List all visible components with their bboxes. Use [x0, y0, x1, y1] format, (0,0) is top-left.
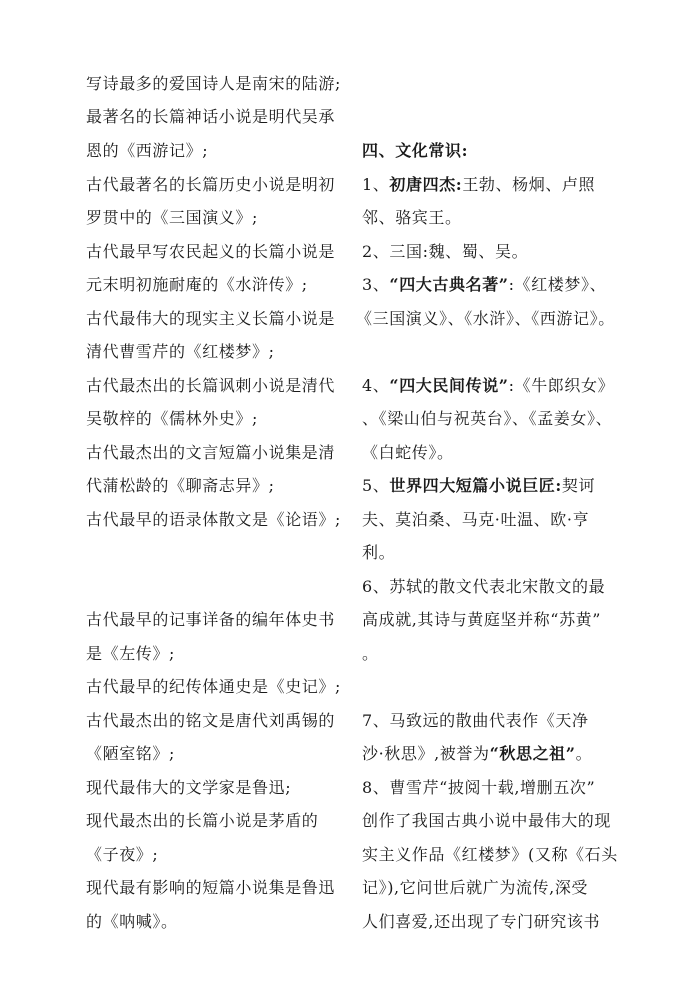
left-line: 清代曹雪芹的《红楼梦》;: [86, 342, 275, 361]
item-text: 王勃、杨炯、卢照: [462, 175, 596, 194]
left-line: 《陋室铭》;: [86, 744, 175, 763]
item-line: 高成就,其诗与黄庭坚并称“苏黄”: [362, 610, 602, 629]
item-line: 实主义作品《红楼梦》(又称《石头: [362, 845, 618, 864]
item-term: “秋思之祖”: [489, 744, 576, 763]
item-number: 3、: [362, 275, 390, 294]
left-line: 古代最伟大的现实主义长篇小说是: [86, 309, 336, 328]
left-line: 恩的《西游记》;: [86, 141, 209, 160]
item-term: “四大古典名著”: [389, 275, 509, 294]
left-line: 现代最伟大的文学家是鲁迅;: [86, 778, 292, 797]
item-line: 8、曹雪芹“披阅十载,增删五次”: [362, 778, 596, 797]
item-line: [362, 275, 606, 295]
left-line: 古代最杰出的铭文是唐代刘禹锡的: [86, 711, 336, 730]
item-line: 利。: [362, 543, 396, 562]
item-line: 7、马致远的散曲代表作《天净: [362, 711, 589, 730]
left-line: 代蒲松龄的《聊斋志异》;: [86, 476, 275, 495]
item-line: 邻、骆宾王。: [362, 208, 462, 227]
left-line: 古代最杰出的文言短篇小说集是清: [86, 443, 336, 462]
item-number: 1、: [362, 175, 390, 194]
item-term: 初唐四杰:: [389, 175, 463, 194]
left-line: 古代最早写农民起义的长篇小说是: [86, 242, 336, 261]
item-line: 记》),它问世后就广为流传,深受: [362, 878, 589, 897]
item-line: 、《梁山伯与祝英台》、《孟姜女》、: [362, 409, 613, 428]
item-line: 夫、莫泊桑、马克·吐温、欧·亨: [362, 510, 590, 529]
item-line: 6、苏轼的散文代表北宋散文的最: [362, 577, 606, 596]
item-number: 5、: [362, 476, 390, 495]
item-term: “四大民间传说”: [389, 376, 509, 395]
left-line: 现代最有影响的短篇小说集是鲁迅: [86, 878, 336, 897]
left-line: 《子夜》;: [86, 845, 159, 864]
left-line: 元末明初施耐庵的《水浒传》;: [86, 275, 308, 294]
left-line: 的《呐喊》。: [86, 912, 178, 931]
item-line: 创作了我国古典小说中最伟大的现: [362, 811, 612, 830]
left-line: 现代最杰出的长篇小说是茅盾的: [86, 811, 319, 830]
item-text: :《红楼梦》、: [508, 275, 607, 294]
item-line: [362, 744, 592, 764]
item-line: 人们喜爱,还出现了专门研究该书: [362, 912, 601, 931]
section-heading: 四、文化常识:: [362, 141, 469, 160]
item-text: 沙·秋思》,被誉为: [362, 744, 490, 763]
left-line: 是《左传》;: [86, 644, 175, 663]
item-text: 契诃: [561, 476, 596, 495]
item-line: 2、三国:魏、蜀、吴。: [362, 242, 529, 261]
left-line: 最著名的长篇神话小说是明代吴承: [86, 107, 336, 126]
left-line: 罗贯中的《三国演义》;: [86, 208, 258, 227]
item-line: [362, 376, 614, 396]
item-text: :《牛郎织女》: [508, 376, 615, 395]
left-line: 写诗最多的爱国诗人是南宋的陆游;: [86, 74, 341, 93]
item-number: 4、: [362, 376, 390, 395]
left-line: 古代最早的语录体散文是《论语》;: [86, 510, 341, 529]
left-line: 古代最早的纪传体通史是《史记》;: [86, 677, 341, 696]
left-line: 吴敬梓的《儒林外史》;: [86, 409, 258, 428]
item-line: 《三国演义》、《水浒》、《西游记》。: [356, 309, 615, 328]
item-line: [362, 476, 595, 496]
item-line: 。: [362, 644, 379, 663]
item-line: 《白蛇传》。: [362, 443, 454, 462]
left-line: 古代最著名的长篇历史小说是明初: [86, 175, 336, 194]
item-term: 世界四大短篇小说巨匠:: [389, 476, 562, 495]
left-line: 古代最杰出的长篇讽刺小说是清代: [86, 376, 336, 395]
left-line: 古代最早的记事详备的编年体史书: [86, 610, 336, 629]
item-text: 。: [575, 744, 593, 763]
item-line: [362, 175, 595, 195]
